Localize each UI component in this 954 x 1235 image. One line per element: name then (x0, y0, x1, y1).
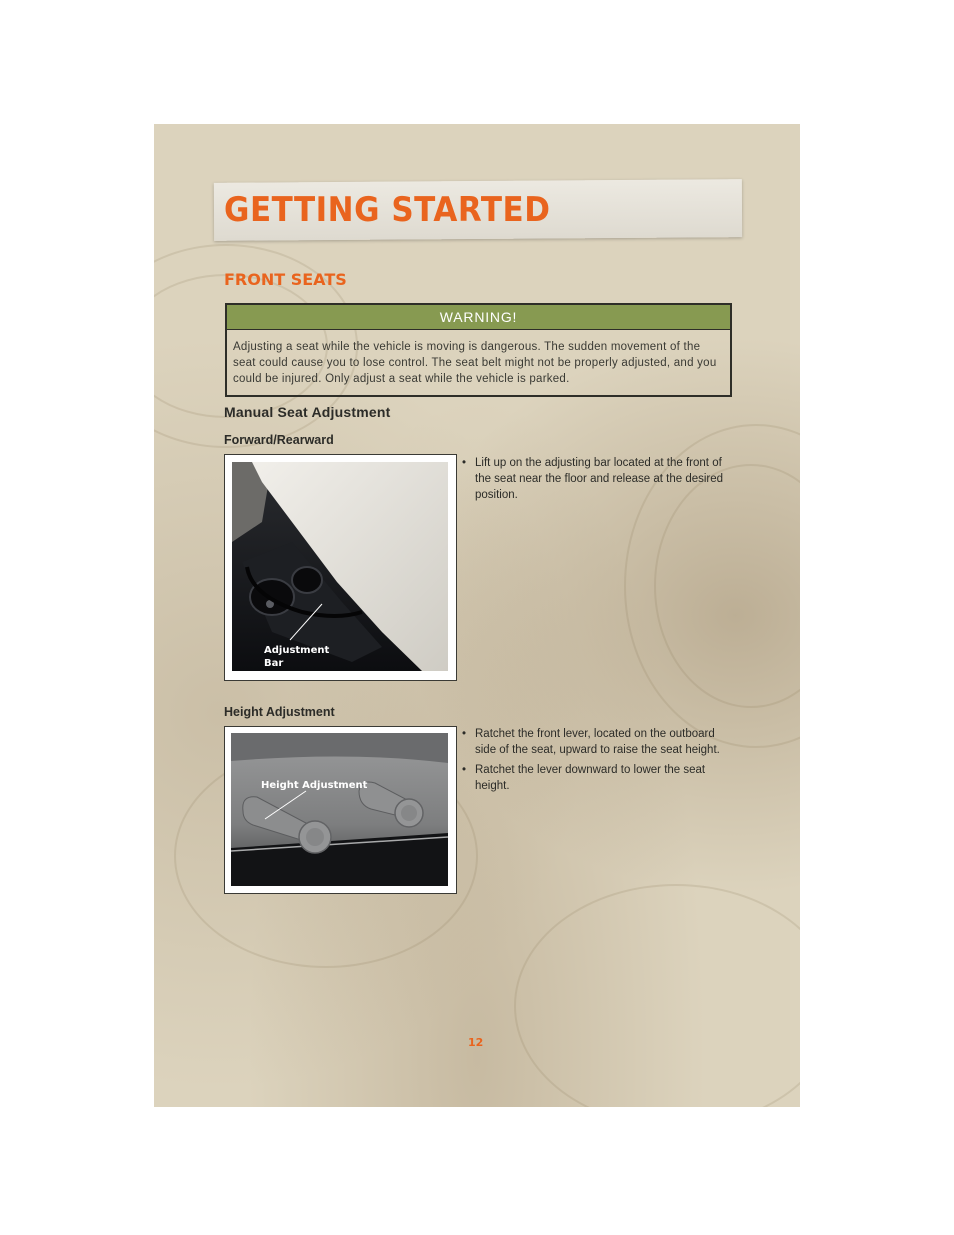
forward-rearward-bullets (462, 455, 726, 507)
forward-rearward-heading: Forward/Rearward (224, 433, 334, 447)
section-title: FRONT SEATS (224, 270, 347, 289)
page-number: 12 (468, 1036, 484, 1049)
adjustment-bar-callout (264, 644, 329, 670)
list-item: • Ratchet the front lever, located on the outboard side of the seat, upward to raise the seat height. (462, 726, 726, 758)
topo-contour (514, 884, 800, 1107)
page-title: GETTING STARTED (224, 190, 551, 230)
list-item: • Lift up on the adjusting bar located at the front of the seat near the floor and release at the desired position. (462, 455, 726, 503)
seat-floor-illustration (232, 462, 448, 671)
forward-rearward-photo (232, 462, 448, 671)
forward-rearward-photo-frame (224, 454, 457, 681)
height-adjustment-heading: Height Adjustment (224, 705, 335, 719)
list-item: • Ratchet the lever downward to lower the seat height. (462, 762, 726, 794)
callout-line-1: Adjustment (264, 645, 330, 656)
warning-box (225, 303, 732, 397)
manual-page (154, 124, 800, 1107)
height-adjustment-photo (231, 733, 448, 886)
seat-lever-illustration (231, 733, 448, 886)
manual-adjustment-heading: Manual Seat Adjustment (224, 404, 391, 420)
height-adjustment-photo-frame (224, 726, 457, 894)
height-adjustment-callout: Height Adjustment (261, 780, 368, 791)
callout-line-2: Bar (264, 658, 284, 669)
warning-text: Adjusting a seat while the vehicle is moving is dangerous. The sudden movement of the seat could cause you to lose control. The seat belt might not be properly adjusted, and you could be injured. Only adjust a seat while the vehicle is parked. (233, 341, 717, 385)
warning-label: WARNING! (227, 305, 730, 330)
height-adjustment-bullets (462, 726, 726, 798)
